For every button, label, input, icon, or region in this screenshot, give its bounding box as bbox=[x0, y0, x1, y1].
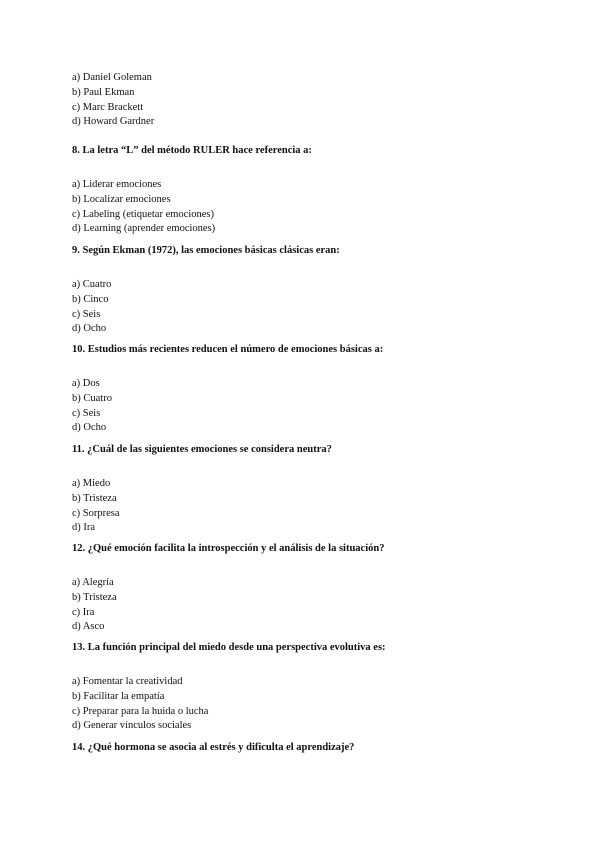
option-c: c) Ira bbox=[72, 606, 95, 618]
option-b: b) Localizar emociones bbox=[72, 193, 171, 205]
question-title: 9. Según Ekman (1972), las emociones básicas clásicas eran: bbox=[72, 245, 340, 256]
option-b: b) Tristeza bbox=[72, 591, 117, 603]
option-a: a) Daniel Goleman bbox=[72, 72, 152, 83]
option-a: a) Fomentar la creatividad bbox=[72, 676, 183, 687]
option-b: b) Paul Ekman bbox=[72, 86, 135, 98]
question-14 bbox=[72, 741, 542, 755]
question-title: 13. La función principal del miedo desde una perspectiva evolutiva es: bbox=[72, 642, 386, 653]
option-d: d) Ocho bbox=[72, 323, 107, 335]
option-a: a) Dos bbox=[72, 378, 100, 389]
option-c: c) Sorpresa bbox=[72, 507, 120, 519]
option-d: d) Generar vínculos sociales bbox=[72, 720, 192, 732]
question-12 bbox=[72, 542, 542, 635]
question-title: 11. ¿Cuál de las siguientes emociones se considera neutra? bbox=[72, 444, 332, 455]
previous-question-options bbox=[72, 71, 542, 130]
option-d: d) Asco bbox=[72, 621, 105, 633]
option-a: a) Alegría bbox=[72, 577, 114, 588]
question-10 bbox=[72, 343, 542, 436]
option-d: d) Ira bbox=[72, 522, 96, 534]
option-c: c) Marc Brackett bbox=[72, 101, 144, 113]
option-b: b) Tristeza bbox=[72, 492, 117, 504]
question-8 bbox=[72, 144, 542, 237]
option-d: d) Learning (aprender emociones) bbox=[72, 223, 216, 235]
option-a: a) Miedo bbox=[72, 478, 111, 489]
question-title: 12. ¿Qué emoción facilita la introspección y el análisis de la situación? bbox=[72, 543, 385, 554]
option-a: a) Cuatro bbox=[72, 279, 112, 290]
option-a: a) Liderar emociones bbox=[72, 179, 162, 190]
option-c: c) Labeling (etiquetar emociones) bbox=[72, 208, 214, 220]
option-c: c) Seis bbox=[72, 407, 101, 419]
question-title: 14. ¿Qué hormona se asocia al estrés y dificulta el aprendizaje? bbox=[72, 742, 355, 753]
option-d: d) Ocho bbox=[72, 422, 107, 434]
option-c: c) Preparar para la huida o lucha bbox=[72, 705, 209, 717]
option-d: d) Howard Gardner bbox=[72, 116, 155, 128]
option-b: b) Cinco bbox=[72, 293, 109, 305]
question-13 bbox=[72, 641, 542, 734]
question-title: 8. La letra “L” del método RULER hace referencia a: bbox=[72, 145, 312, 156]
question-11 bbox=[72, 443, 542, 536]
question-title: 10. Estudios más recientes reducen el número de emociones básicas a: bbox=[72, 344, 384, 355]
option-b: b) Cuatro bbox=[72, 392, 112, 404]
option-b: b) Facilitar la empatía bbox=[72, 690, 165, 702]
question-9 bbox=[72, 244, 542, 337]
option-c: c) Seis bbox=[72, 308, 101, 320]
